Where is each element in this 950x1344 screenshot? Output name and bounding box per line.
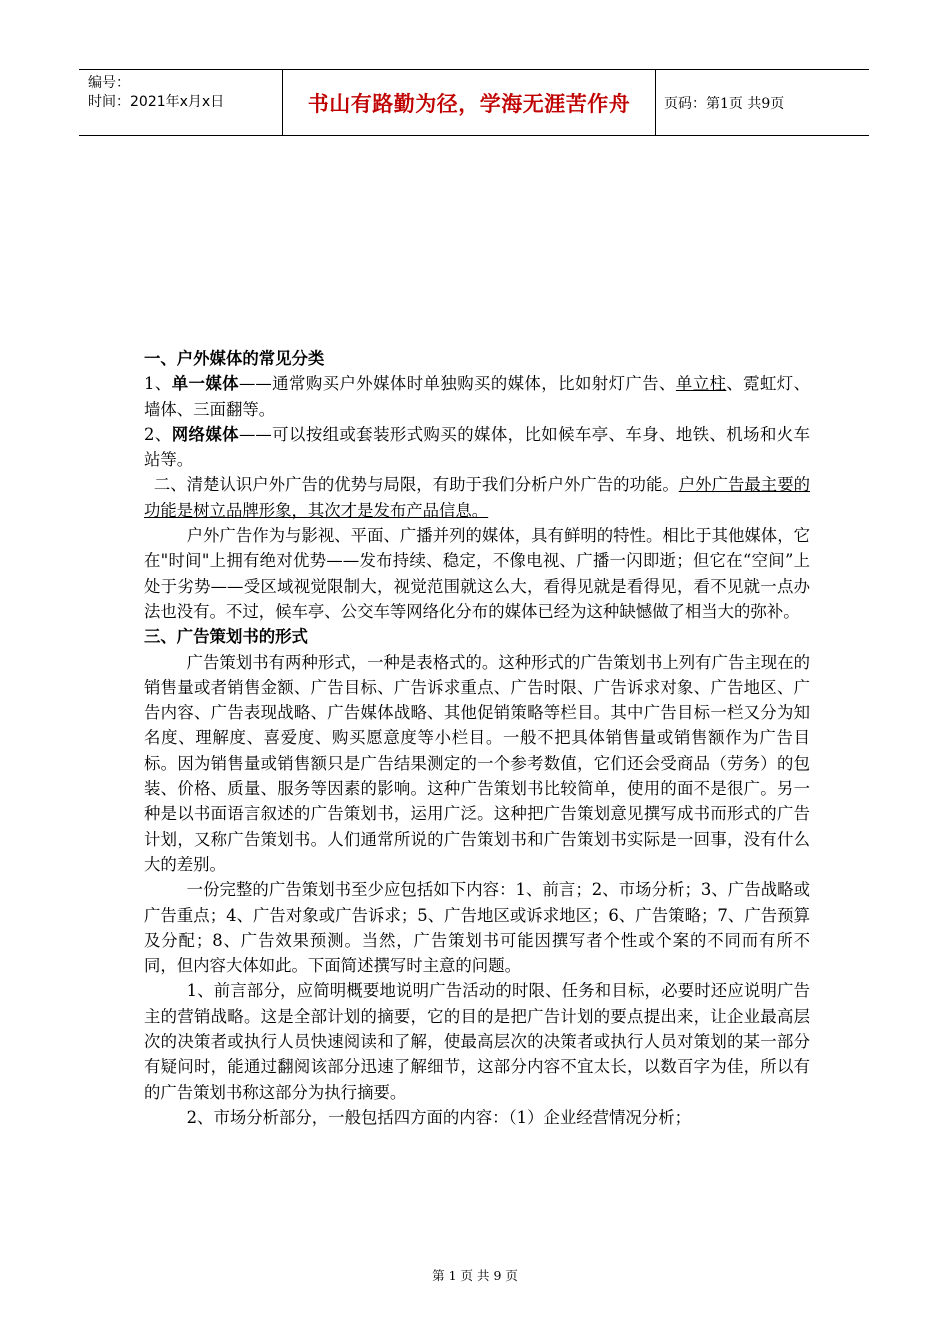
header-table (79, 69, 869, 136)
paragraph-preface: 1、前言部分，应简明概要地说明广告活动的时限、任务和目标，必要时还应说明广告主的营销战略。这是全部计划的摘要，它的目的是把广告计划的要点提出来，让企业最高层次的决策者或执行人员快速阅读和了解，使最高层次的决策者或执行人员对策划的某一部分有疑问时，能通过翻阅该部分迅速了解细节，这部分内容不宜太长，以数百字为佳，所以有的广告策划书称这部分为执行摘要。 (144, 981, 810, 1102)
paragraph-market-analysis: 2、市场分析部分，一般包括四方面的内容：（1）企业经营情况分析； (186, 1107, 691, 1127)
time-label: 时间：2021年x月x日 (88, 94, 225, 110)
section-2-paragraph: 二、清楚认识户外广告的优势与局限，有助于我们分析户外广告的功能。户外广告最主要的功能是树立品牌形象，其次才是发布产品信息。 (144, 475, 811, 520)
section-1-item-1: 1、单一媒体——通常购买户外媒体时单独购买的媒体，比如射灯广告、单立柱、霓虹灯、墙体、三面翻等。 (144, 374, 811, 419)
section-1-title: 一、户外媒体的常见分类 (144, 349, 325, 368)
header-meta-cell (79, 70, 283, 135)
number-label: 编号： (88, 75, 130, 91)
paragraph-plan-forms: 广告策划书有两种形式，一种是表格式的。这种形式的广告策划书上列有广告主现在的销售量或者销售金额、广告目标、广告诉求重点、广告时限、广告诉求对象、广告地区、广告内容、广告表现战略、广告媒体战略、其他促销策略等栏目。其中广告目标一栏又分为知名度、理解度、喜爱度、购买愿意度等小栏目。一般不把具体销售量或销售额作为广告目标。因为销售量或销售额只是广告结果测定的一个参考数值，它们还会受商品（劳务）的包装、价格、质量、服务等因素的影响。这种广告策划书比较简单，使用的面不是很广。另一种是以书面语言叙述的广告策划书，运用广泛。这种把广告策划意见撰写成书而形式的广告计划，又称广告策划书。人们通常所说的广告策划书和广告策划书实际是一回事，没有什么大的差别。 (144, 652, 810, 874)
paragraph-plan-contents: 一份完整的广告策划书至少应包括如下内容：1、前言；2、市场分析；3、广告战略或广告重点；4、广告对象或广告诉求；5、广告地区或诉求地区；6、广告策略；7、广告预算及分配；8、广告效果预测。当然，广告策划书可能因撰写者个性或个案的不同而有所不同，但内容大体如此。下面简述撰写时主意的问题。 (144, 880, 810, 976)
paragraph-outdoor-traits: 户外广告作为与影视、平面、广播并列的媒体，具有鲜明的特性。相比于其他媒体，它在"时间"上拥有绝对优势——发布持续、稳定，不像电视、广播一闪即逝；但它在“空间”上处于劣势——受区域视觉限制大，视觉范围就这么大，看得见就是看得见，看不见就一点办法也没有。不过，候车亭、公交车等网络化分布的媒体已经为这种缺憾做了相当大的弥补。 (144, 526, 810, 621)
header-motto: 书山有路勤为径，学海无涯苦作舟 (283, 70, 656, 135)
document-body (144, 346, 810, 1130)
section-1-item-2: 2、网络媒体——可以按组或套装形式购买的媒体，比如候车亭、车身、地铁、机场和火车站等。 (144, 424, 810, 470)
header-page-code: 页码：第1页 共9页 (664, 95, 785, 112)
section-3-title: 三、广告策划书的形式 (144, 627, 308, 647)
page-footer: 第 1 页 共 9 页 (432, 1268, 518, 1283)
